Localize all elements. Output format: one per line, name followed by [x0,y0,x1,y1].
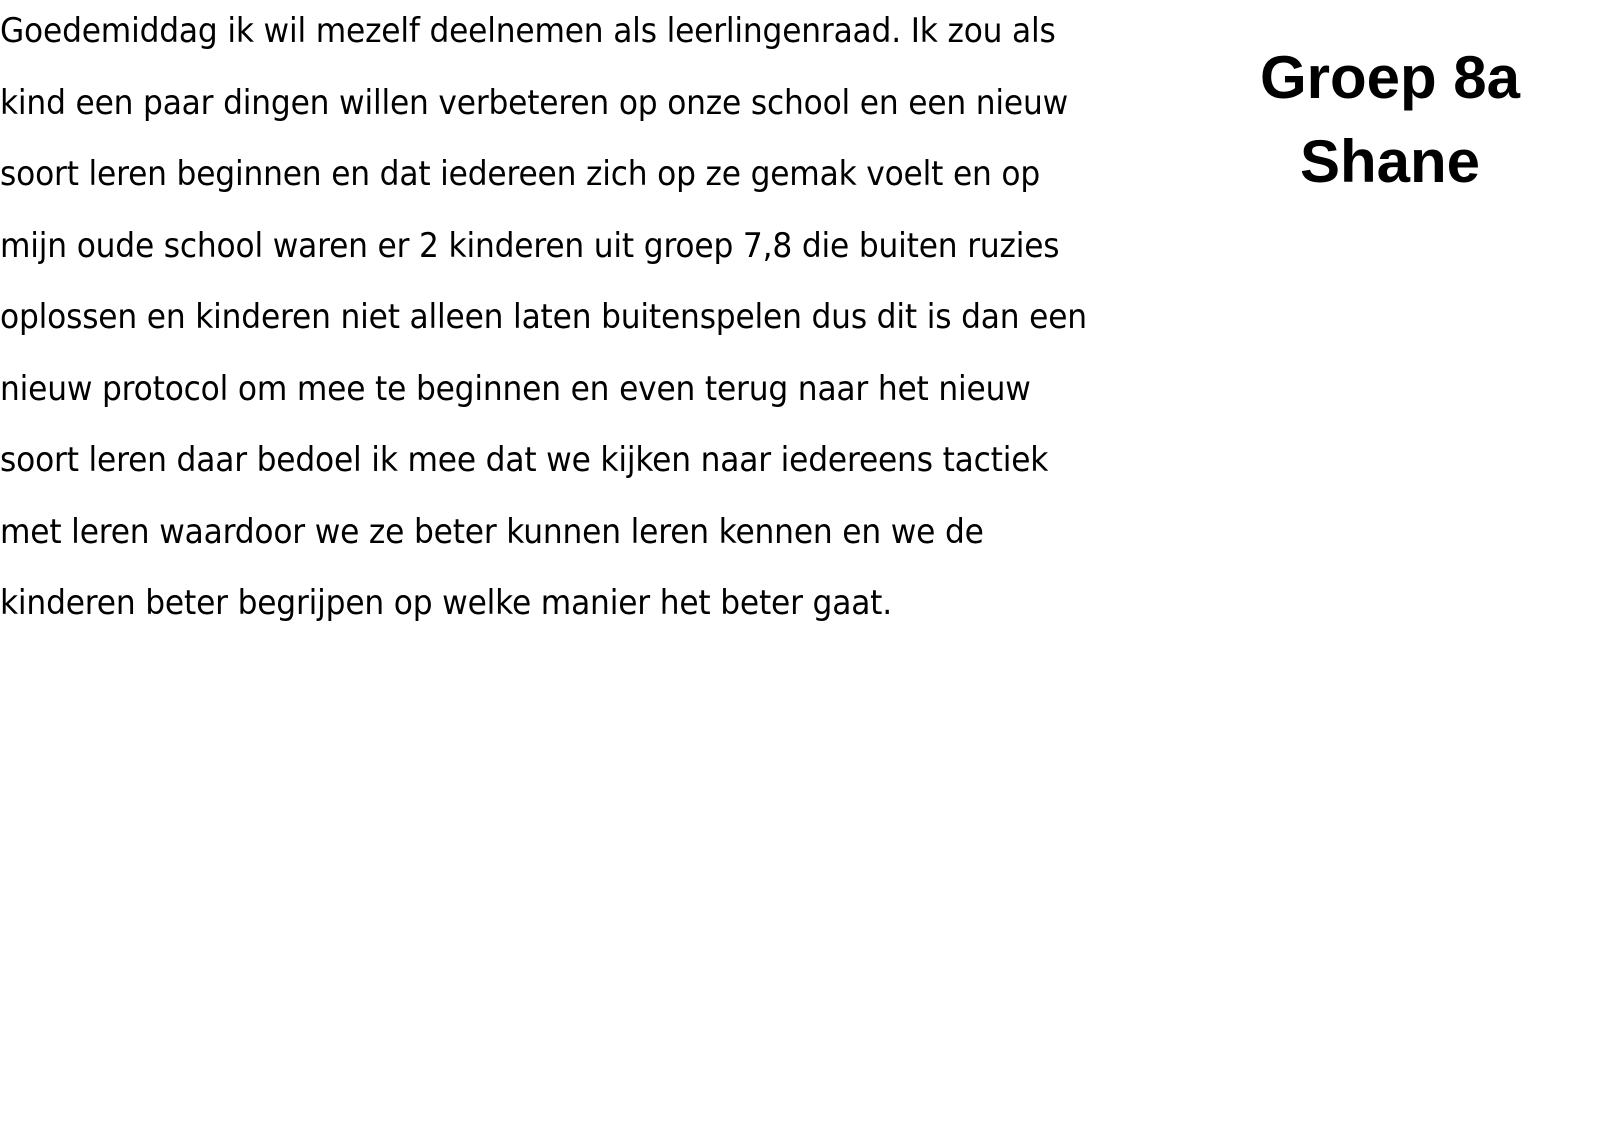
letter-line: nieuw protocol om mee te beginnen en even terug naar het nieuw [0,368,1031,409]
letter-line: kinderen beter begrijpen op welke manier het beter gaat. [0,583,893,623]
page-heading [1210,36,1570,204]
letter-line: met leren waardoor we ze beter kunnen leren kennen en we de [0,511,984,552]
group-label: Groep 8a [1259,44,1521,111]
author-name: Shane [1299,128,1481,195]
letter-line: mijn oude school waren er 2 kinderen uit groep 7,8 die buiten ruzies [0,225,1060,266]
letter-line: soort leren daar bedoel ik mee dat we kijken naar iedereens tactiek [0,440,1049,480]
letter-body [0,0,1180,644]
letter-line: soort leren beginnen en dat iedereen zich op ze gemak voelt en op [0,154,1041,194]
letter-line: kind een paar dingen willen verbeteren op onze school en een nieuw [0,82,1069,123]
letter-line: Goedemiddag ik wil mezelf deelnemen als leerlingenraad. Ik zou als [0,11,1056,51]
letter-line: oplossen en kinderen niet alleen laten buitenspelen dus dit is dan een [0,297,1087,337]
